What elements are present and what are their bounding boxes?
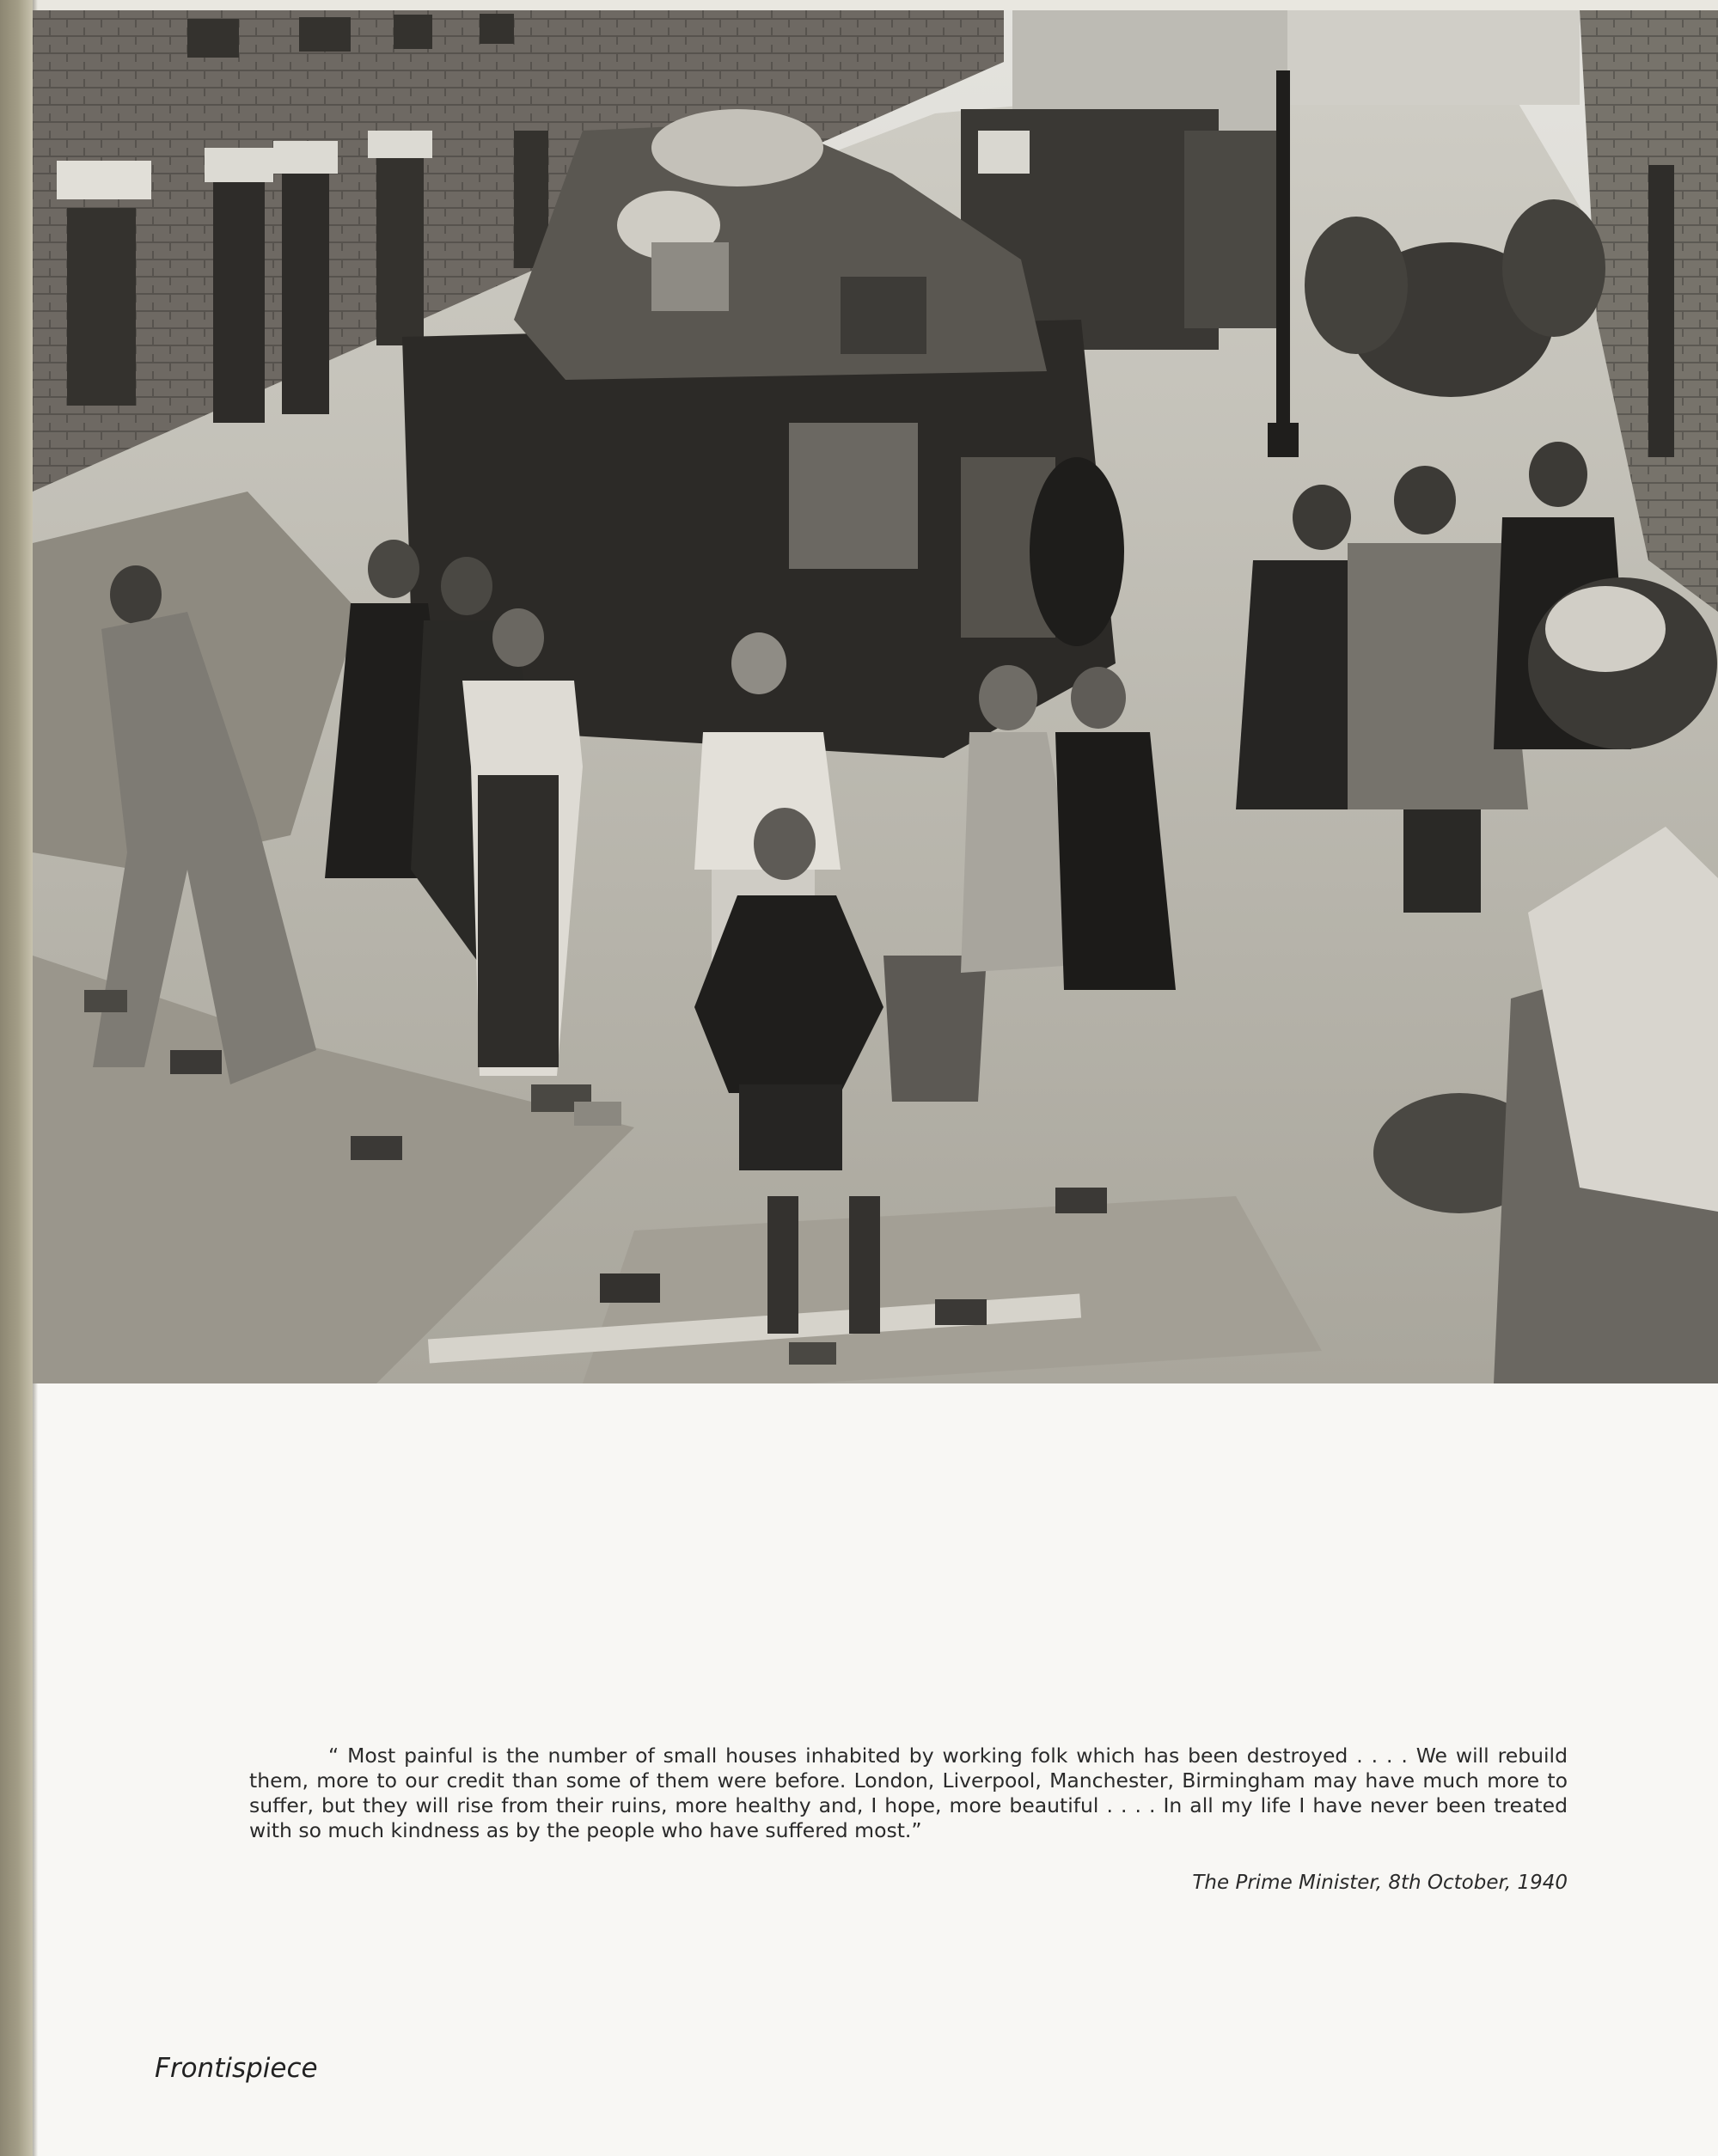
- frontispiece-photograph: [33, 10, 1718, 1383]
- churchill-quote: “ Most painful is the number of small houses inhabited by working folk which has been destroyed . . . . We will rebuild them, more to our credit than some of them were before. London, Liverpool, Manchester, Birmingham may have much more to suffer, but they will rise from their ruins, more healthy and, I hope, more beautiful . . . . In all my life I have never been treated with so much kindness as by the people who have suffered most.”: [249, 1744, 1568, 1842]
- book-binding-edge: [0, 0, 33, 2156]
- frontispiece-label: Frontispiece: [155, 2053, 318, 2084]
- page-top-strip: [0, 0, 1718, 10]
- quote-attribution: The Prime Minister, 8th October, 1940: [1192, 1872, 1568, 1894]
